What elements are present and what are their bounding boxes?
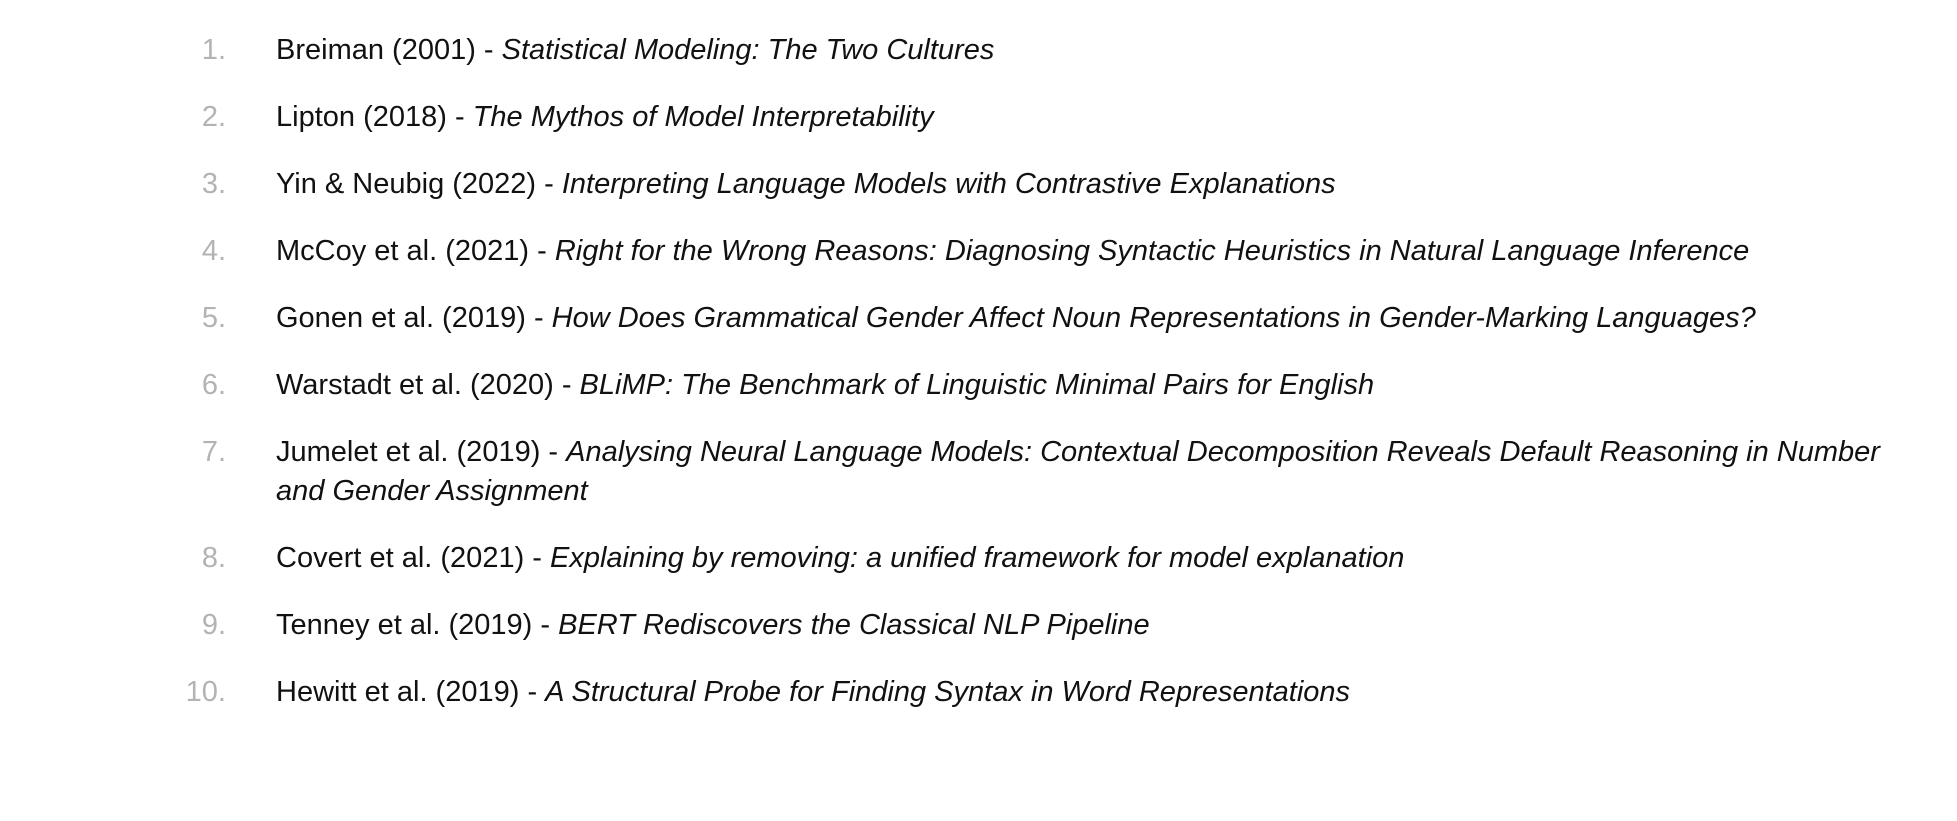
reference-text: [276, 539, 1886, 578]
reference-text: [276, 433, 1886, 511]
reference-separator: -: [446, 101, 473, 133]
reference-text: [276, 232, 1886, 271]
reference-author: Breiman (2001): [276, 34, 476, 66]
reference-item: [0, 31, 1957, 70]
reference-separator: -: [475, 34, 502, 66]
reference-author: Lipton (2018): [276, 101, 447, 133]
reference-separator: -: [540, 436, 567, 468]
reference-number: 10.: [185, 676, 226, 708]
reference-text: [276, 606, 1886, 645]
reference-title: How Does Grammatical Gender Affect Noun Representations in Gender-Marking Languages?: [551, 302, 1756, 334]
reference-number: 4.: [201, 235, 226, 267]
reference-title: Statistical Modeling: The Two Cultures: [501, 34, 995, 66]
reference-list: [0, 31, 1957, 740]
reference-item: [0, 232, 1957, 271]
reference-author: Tenney et al. (2019): [276, 609, 533, 641]
reference-separator: -: [532, 609, 559, 641]
reference-number: 6.: [201, 369, 226, 401]
reference-title: The Mythos of Model Interpretability: [472, 101, 934, 133]
reference-title: Explaining by removing: a unified framework for model explanation: [550, 542, 1405, 574]
reference-item: [0, 433, 1957, 511]
reference-number: 5.: [201, 302, 226, 334]
reference-number: 9.: [201, 609, 226, 641]
reference-separator: -: [524, 542, 551, 574]
reference-number: 8.: [201, 542, 226, 574]
reference-title: Interpreting Language Models with Contrastive Explanations: [561, 168, 1336, 200]
reference-item: [0, 98, 1957, 137]
reference-author: Covert et al. (2021): [276, 542, 525, 574]
reference-item: [0, 366, 1957, 405]
reference-separator: -: [525, 302, 552, 334]
reference-text: [276, 299, 1886, 338]
reference-item: [0, 539, 1957, 578]
reference-text: [276, 31, 1886, 70]
reference-title: A Structural Probe for Finding Syntax in Word Representations: [545, 676, 1351, 708]
reference-separator: -: [536, 168, 562, 200]
reference-item: [0, 606, 1957, 645]
reference-author: Hewitt et al. (2019): [276, 676, 520, 708]
reference-text: [276, 98, 1886, 137]
reference-item: [0, 165, 1957, 204]
reference-text: [276, 165, 1886, 204]
reference-separator: -: [553, 369, 580, 401]
reference-title: Right for the Wrong Reasons: Diagnosing Syntactic Heuristics in Natural Language Inference: [554, 235, 1750, 267]
reference-title: Analysing Neural Language Models: Contextual Decomposition Reveals Default Reasoning in Number and Gender Assignment: [276, 436, 1880, 507]
reference-separator: -: [529, 235, 555, 267]
reference-number: 7.: [201, 436, 226, 468]
reference-text: [276, 673, 1886, 712]
reference-number: 3.: [201, 168, 226, 200]
reference-item: [0, 673, 1957, 712]
reference-author: Yin & Neubig (2022): [276, 168, 537, 200]
reference-author: McCoy et al. (2021): [276, 235, 530, 267]
reference-author: Jumelet et al. (2019): [276, 436, 541, 468]
reference-text: [276, 366, 1886, 405]
reference-title: BLiMP: The Benchmark of Linguistic Minimal Pairs for English: [579, 369, 1375, 401]
reference-title: BERT Rediscovers the Classical NLP Pipeline: [558, 609, 1150, 641]
reference-number: 1.: [201, 34, 226, 66]
reference-author: Warstadt et al. (2020): [276, 369, 554, 401]
reference-author: Gonen et al. (2019): [276, 302, 526, 334]
reference-item: [0, 299, 1957, 338]
reference-number: 2.: [201, 101, 226, 133]
reference-separator: -: [519, 676, 546, 708]
